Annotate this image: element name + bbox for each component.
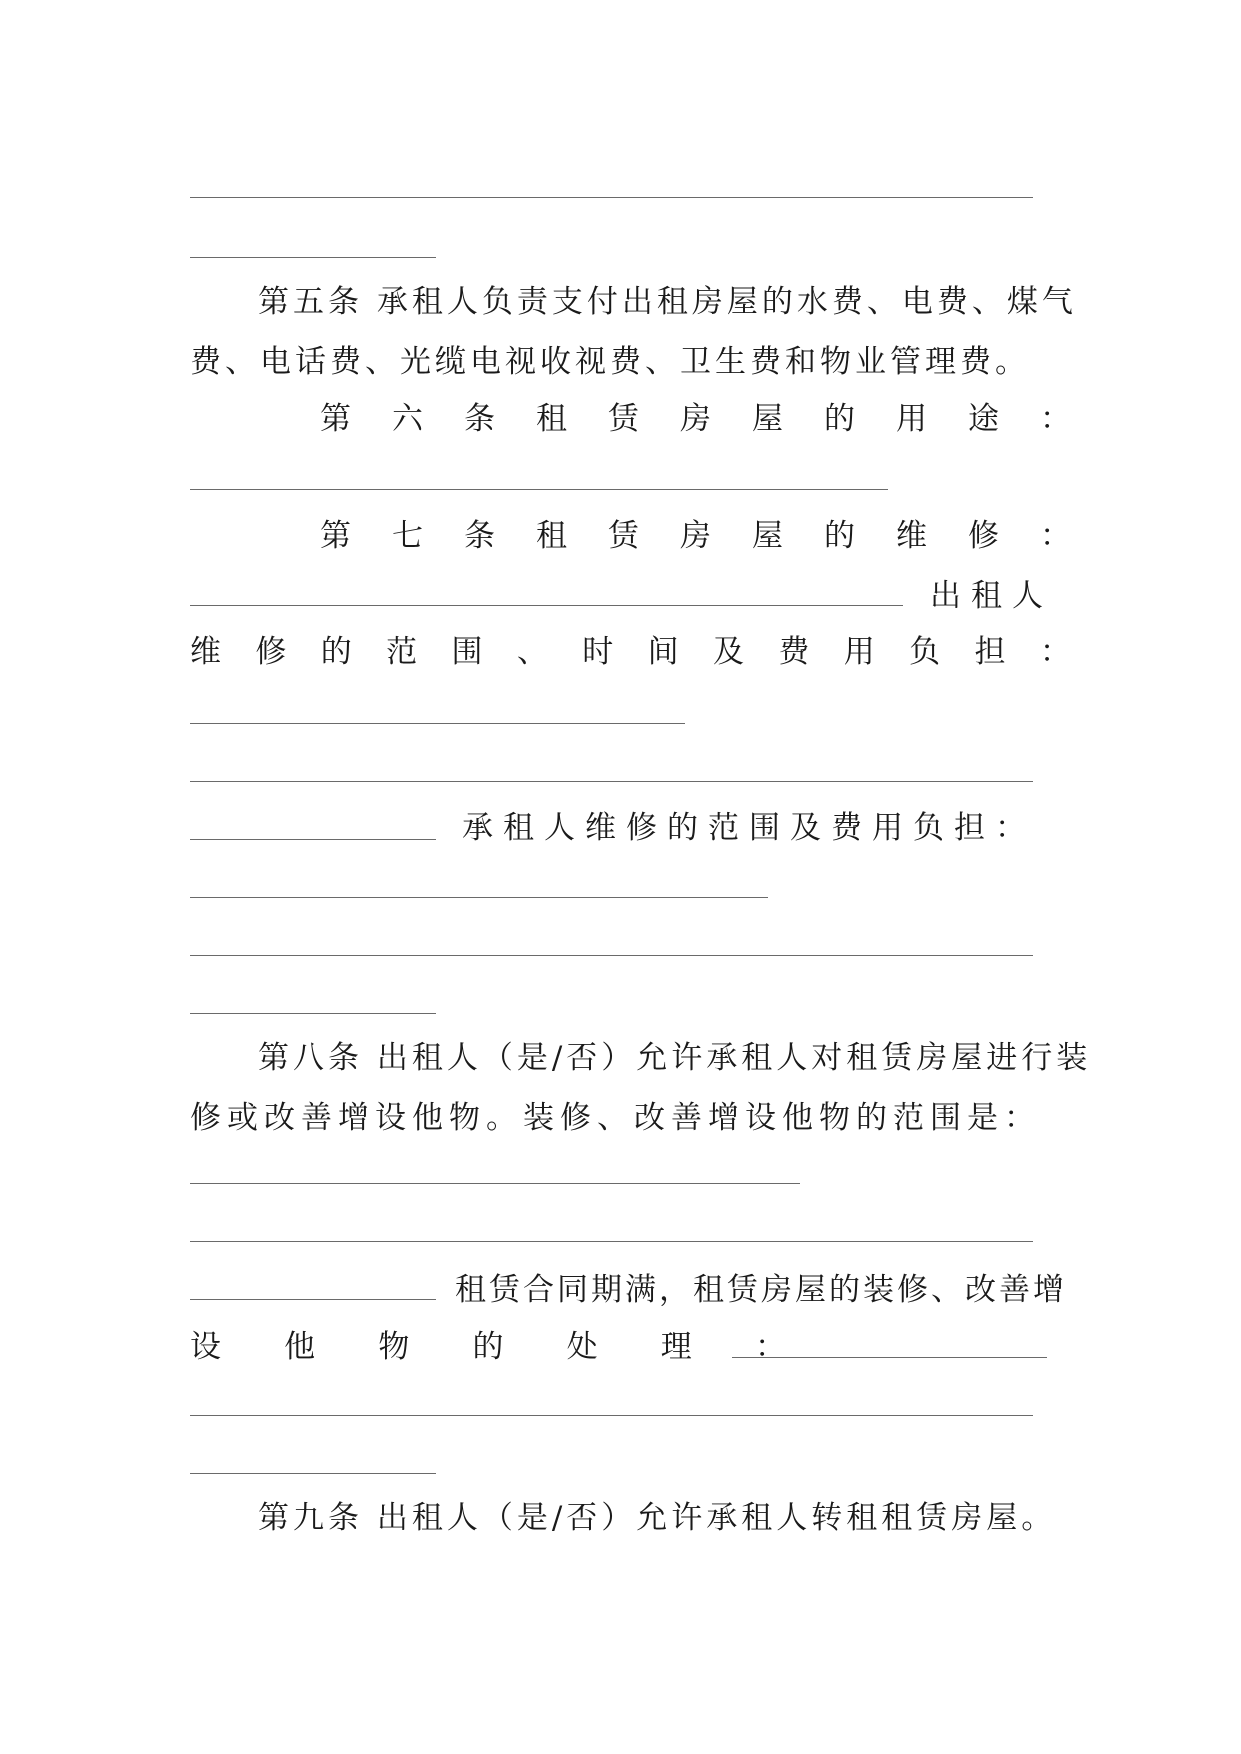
glyph: 第 (320, 518, 351, 554)
blank-line (190, 723, 685, 724)
glyph: 屋 (752, 518, 783, 554)
clause-8-disposal (190, 1327, 786, 1367)
glyph: 理 (660, 1329, 692, 1365)
glyph: 的 (824, 518, 855, 554)
blank-line (190, 1473, 436, 1474)
clause-8-line-1: 第八条 出租人（是/否）允许承租人对租赁房屋进行装 (258, 1040, 1092, 1076)
glyph: 维 (896, 518, 927, 554)
clause-5-line-1: 第五条 承租人负责支付出租房屋的水费、电费、煤气 (258, 284, 1077, 320)
glyph: 房 (680, 518, 711, 554)
glyph: 处 (566, 1329, 598, 1365)
blank-line (190, 897, 768, 898)
glyph: 他 (284, 1329, 316, 1365)
glyph: 的 (472, 1329, 504, 1365)
blank-line (190, 1299, 436, 1300)
glyph: 途 (968, 401, 999, 437)
glyph: 的 (824, 401, 855, 437)
blank-line (190, 955, 1033, 956)
glyph: 屋 (752, 401, 783, 437)
clause-8-expiry: 租赁合同期满，租赁房屋的装修、改善增 (455, 1272, 1067, 1308)
glyph: 用 (896, 401, 927, 437)
clause-9-line-1: 第九条 出租人（是/否）允许承租人转租租赁房屋。 (258, 1500, 1057, 1536)
blank-line (190, 489, 888, 490)
blank-line (190, 839, 436, 840)
clause-7-lessee-scope: 承租人维修的范围及费用负担： (462, 810, 1036, 846)
glyph: 赁 (608, 518, 639, 554)
clause-7-lessor-tail: 出租人 (930, 578, 1053, 614)
clause-5-line-2: 费、电话费、光缆电视收视费、卫生费和物业管理费。 (190, 344, 1030, 380)
clause-7-heading (320, 516, 1071, 556)
blank-line (190, 1013, 436, 1014)
glyph: 赁 (608, 401, 639, 437)
glyph: 七 (392, 518, 423, 554)
glyph: 条 (464, 401, 495, 437)
glyph: 范 (386, 634, 418, 670)
glyph: ： (1039, 634, 1071, 670)
glyph: 修 (968, 518, 999, 554)
glyph: 的 (320, 634, 352, 670)
glyph: 时 (582, 634, 614, 670)
glyph: ： (1040, 518, 1071, 554)
blank-line (190, 781, 1033, 782)
glyph: ： (754, 1329, 786, 1365)
clause-8-line-2: 修或改善增设他物。装修、改善增设他物的范围是： (190, 1100, 1041, 1136)
glyph: 修 (255, 634, 287, 670)
blank-line (190, 1415, 1033, 1416)
glyph: 间 (647, 634, 679, 670)
blank-line (732, 1357, 1047, 1358)
glyph: ： (1040, 401, 1071, 437)
clause-7-lessor-scope (190, 632, 1071, 672)
blank-line (190, 257, 436, 258)
blank-line (190, 1241, 1033, 1242)
glyph: 六 (392, 401, 423, 437)
glyph: 、 (516, 634, 548, 670)
clause-6-heading (320, 399, 1071, 439)
glyph: 费 (778, 634, 810, 670)
blank-line (190, 605, 903, 606)
glyph: 条 (464, 518, 495, 554)
glyph: 租 (536, 518, 567, 554)
blank-line (190, 1183, 800, 1184)
glyph: 设 (190, 1329, 221, 1365)
blank-line (190, 197, 1033, 198)
glyph: 及 (713, 634, 744, 670)
glyph: 围 (451, 634, 483, 670)
glyph: 租 (536, 401, 567, 437)
glyph: 物 (378, 1329, 410, 1365)
glyph: 负 (909, 634, 941, 670)
glyph: 担 (974, 634, 1006, 670)
glyph: 维 (190, 634, 221, 670)
glyph: 房 (680, 401, 711, 437)
glyph: 用 (843, 634, 875, 670)
glyph: 第 (320, 401, 351, 437)
